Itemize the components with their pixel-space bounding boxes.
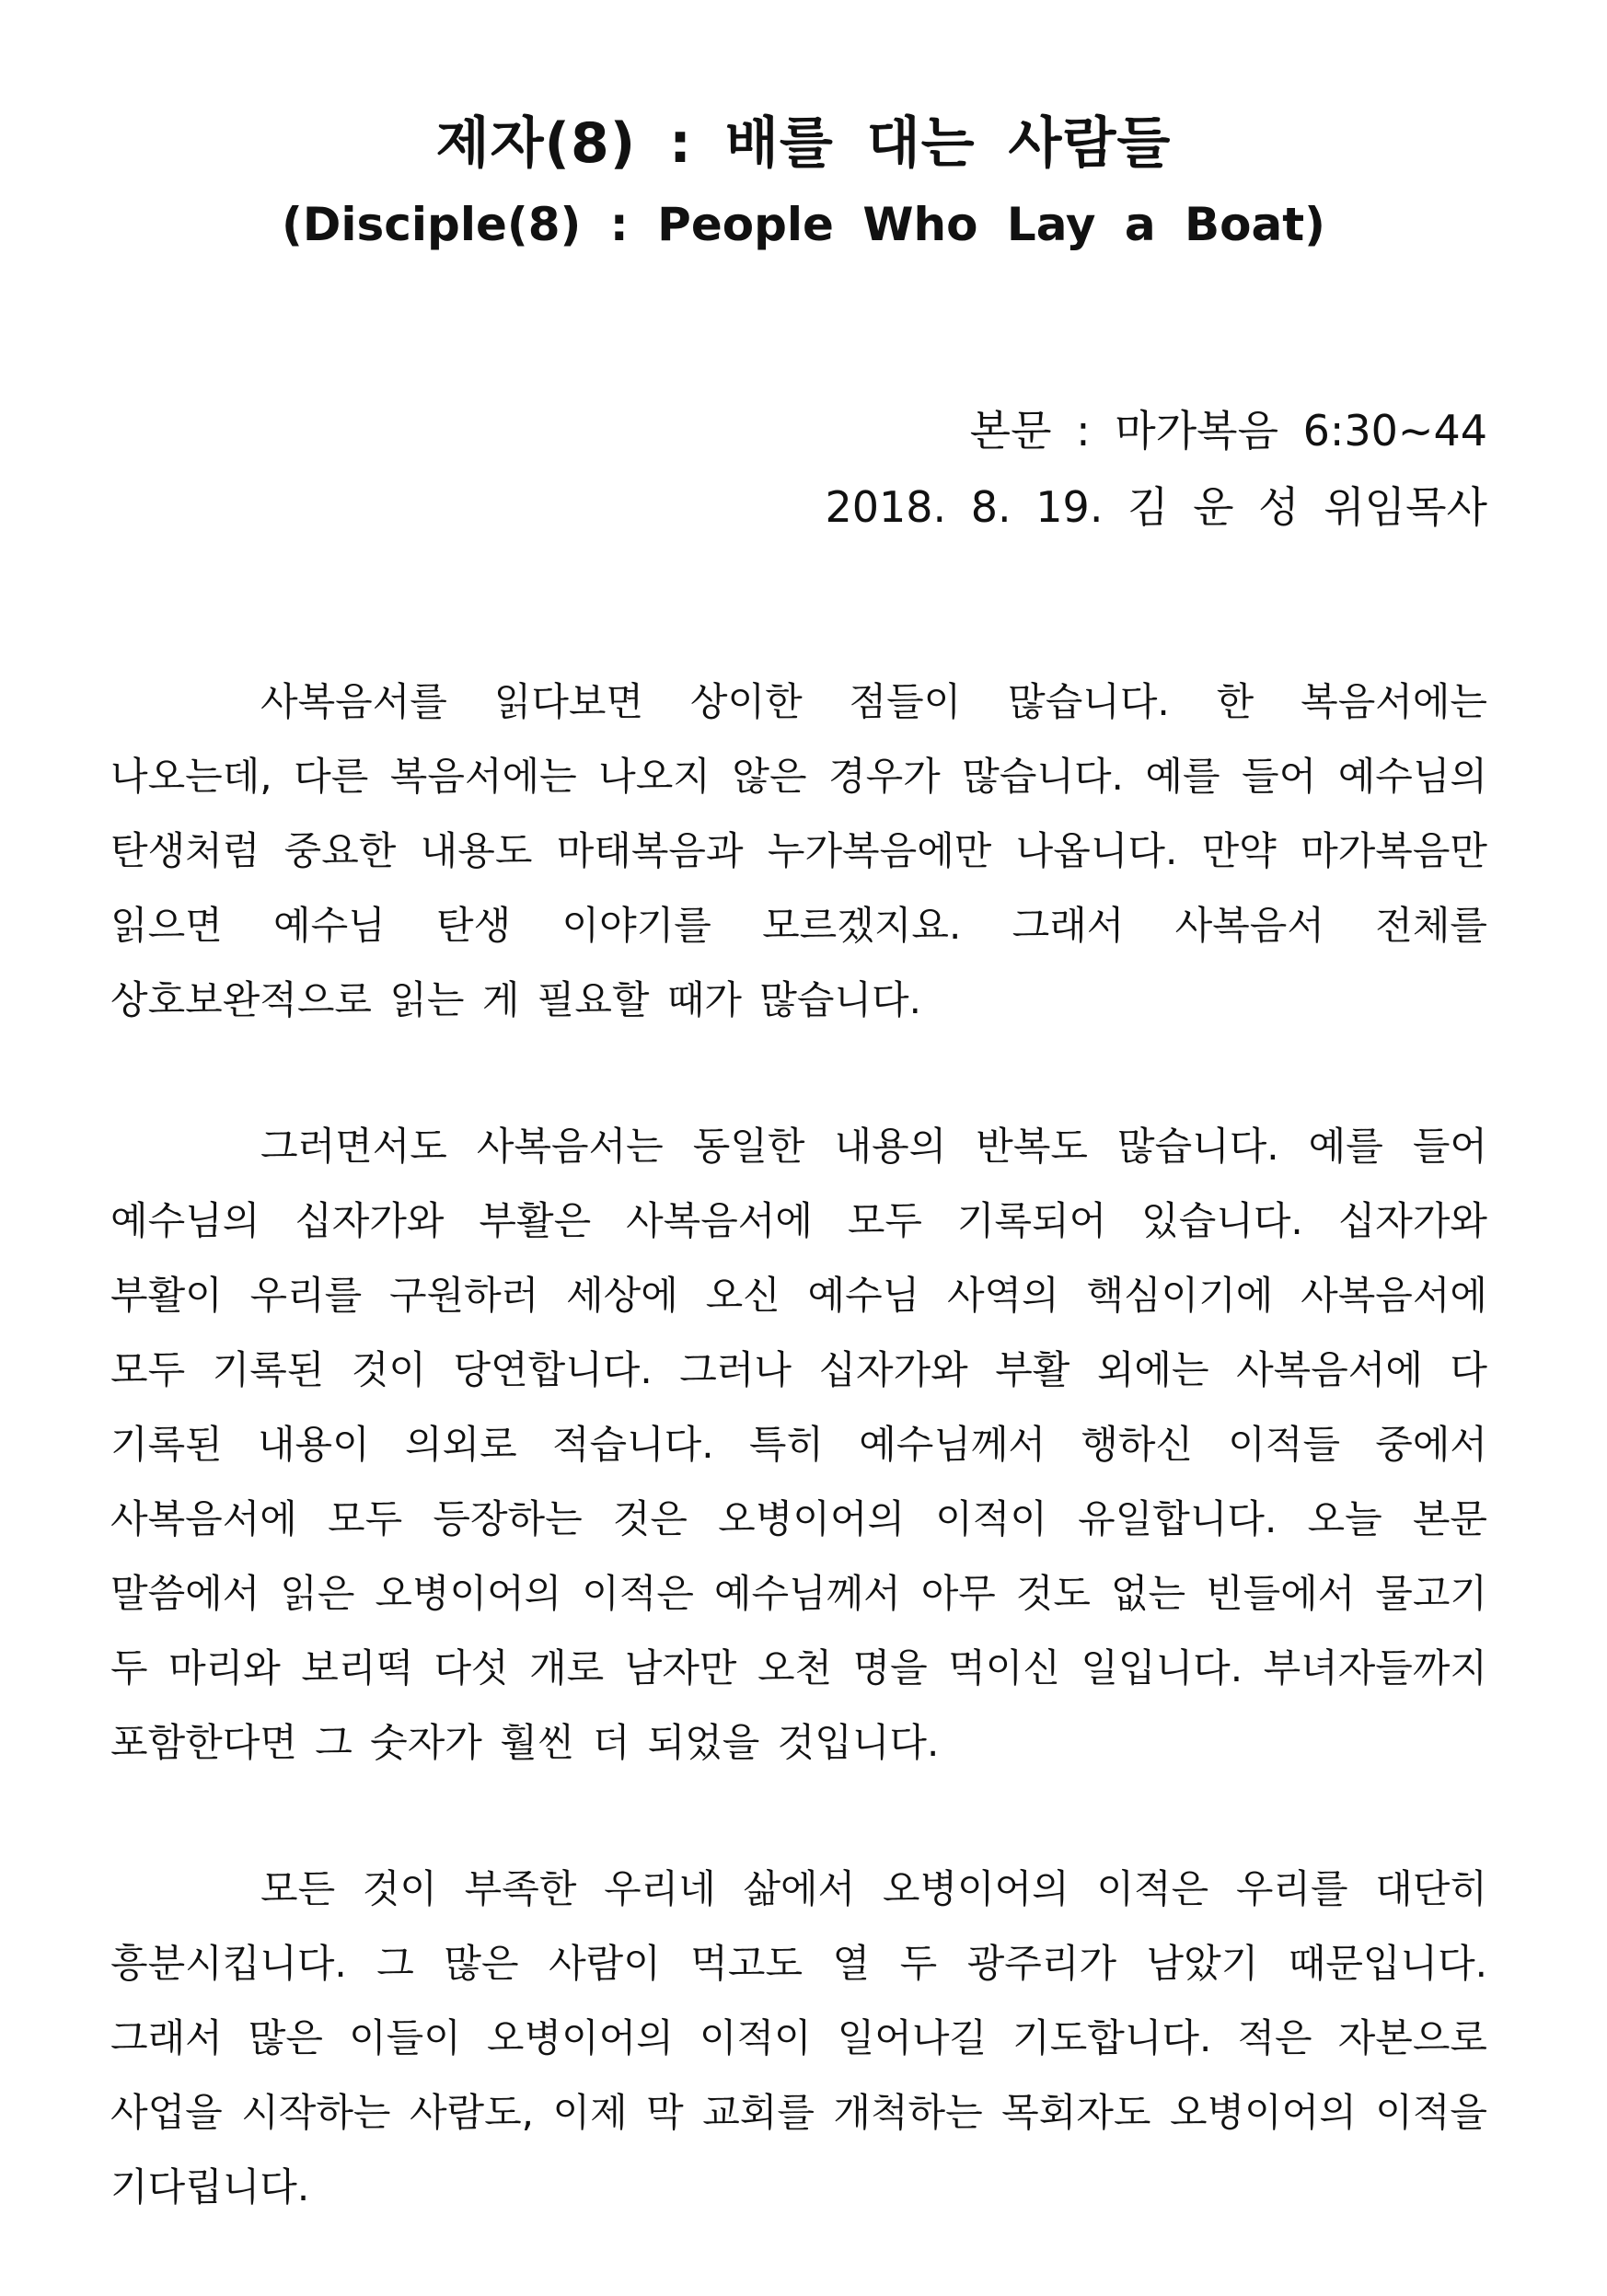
paragraph-3: 모든 것이 부족한 우리네 삶에서 오병이어의 이적은 우리를 대단히 흥분시킵니다. 그 많은 사람이 먹고도 열 두 광주리가 남았기 때문입니다. 그래서 많은 이들이 오병이어의 이적이 일어나길 기도합니다. 적은 자본으로 사업을 시작하는 사람도, 이제 막 교회를 개척하는 목회자도 오병이어의 이적을 기다립니다. bbox=[110, 1866, 1487, 2209]
paragraph-2: 그러면서도 사복음서는 동일한 내용의 반복도 많습니다. 예를 들어 예수님의 십자가와 부활은 사복음서에 모두 기록되어 있습니다. 십자가와 부활이 우리를 구원하러 세상에 오신 예수님 사역의 핵심이기에 사복음서에 모두 기록된 것이 당연합니다. 그러나 십자가와 부활 외에는 사복음서에 다 기록된 내용이 의외로 적습니다. 특히 예수님께서 행하신 이적들 중에서 사복음서에 모두 등장하는 것은 오병이어의 이적이 유일합니다. 오늘 본문 말씀에서 읽은 오병이어의 이적은 예수님께서 아무 것도 없는 빈들에서 물고기 두 마리와 보리떡 다섯 개로 남자만 오천 명을 먹이신 일입니다. 부녀자들까지 포함한다면 그 숫자가 훨씬 더 되었을 것입니다. bbox=[110, 1124, 1488, 1765]
sermon-title: 제자(8) : 배를 대는 사람들 bbox=[435, 111, 1172, 176]
date-and-author: 2018. 8. 19. 김 운 성 위임목사 bbox=[825, 482, 1487, 532]
sermon-body bbox=[110, 664, 1487, 2296]
scripture-reference: 본문 : 마가복음 6:30~44 bbox=[969, 406, 1487, 456]
paragraph-1: 사복음서를 읽다보면 상이한 점들이 많습니다. 한 복음서에는 나오는데, 다른 복음서에는 나오지 않은 경우가 많습니다. 예를 들어 예수님의 탄생처럼 중요한 내용도 마태복음과 누가복음에만 나옵니다. 만약 마가복음만 읽으면 예수님 탄생 이야기를 모르겠지요. 그래서 사복음서 전체를 상호보완적으로 읽는 게 필요할 때가 많습니다. bbox=[110, 679, 1487, 1022]
sermon-subtitle: (Disciple(8) : People Who Lay a Boat) bbox=[282, 198, 1325, 251]
